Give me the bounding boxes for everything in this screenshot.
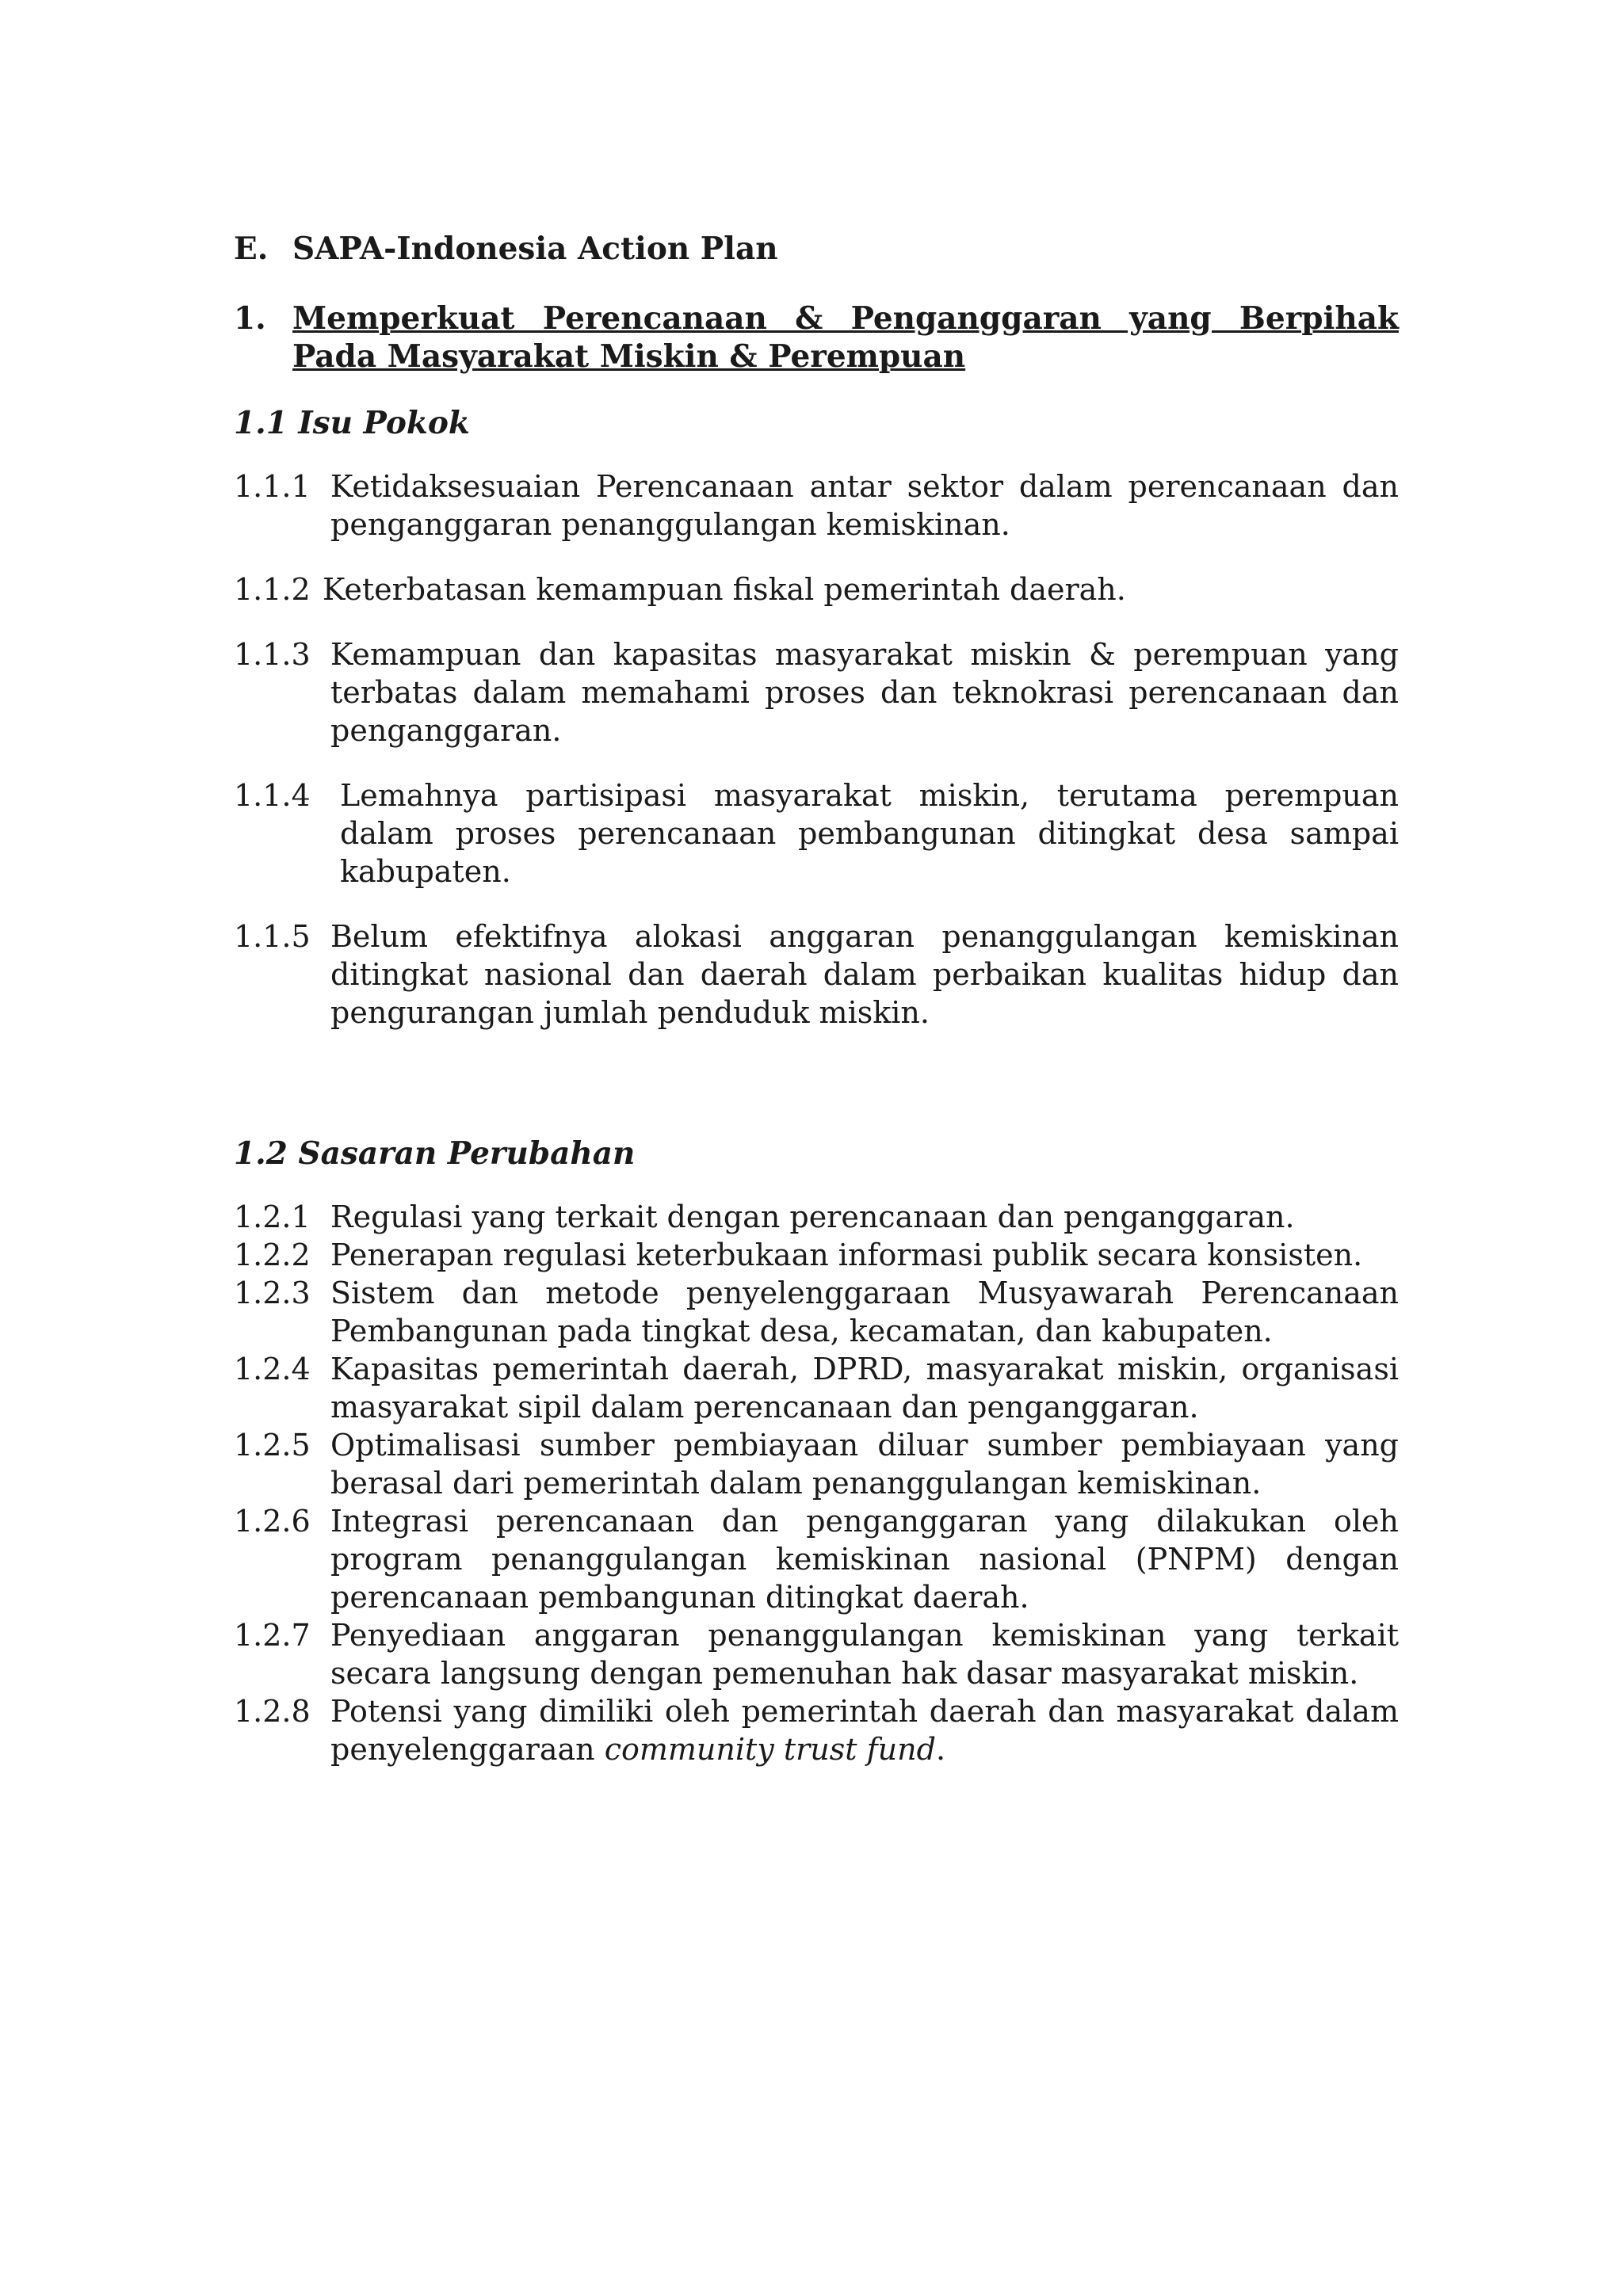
list-item bbox=[234, 1692, 1399, 1768]
item-text: Lemahnya partisipasi masyarakat miskin, terutama perempuan dalam proses perencanaan pembangunan ditingkat desa sampai kabupaten. bbox=[340, 778, 1399, 889]
item-number: 1.1.4 bbox=[234, 778, 311, 813]
item-text-before: Potensi yang dimiliki oleh pemerintah daerah dan masyarakat dalam penyelenggaraan bbox=[330, 1694, 1399, 1767]
item-text: Kemampuan dan kapasitas masyarakat miskin & perempuan yang terbatas dalam memahami proses dan teknokrasi perencanaan dan penganggaran. bbox=[330, 637, 1399, 748]
list-item bbox=[234, 776, 1399, 891]
item-text: Sistem dan metode penyelenggaraan Musyawarah Perencanaan Pembangunan pada tingkat desa, kecamatan, dan kabupaten. bbox=[330, 1276, 1399, 1348]
item-text: Penerapan regulasi keterbukaan informasi publik secara konsisten. bbox=[330, 1238, 1363, 1272]
list-item bbox=[234, 1236, 1399, 1274]
issues-list bbox=[234, 467, 1399, 1032]
main-heading bbox=[234, 299, 1399, 376]
item-text-italic: community trust fund bbox=[604, 1732, 936, 1767]
item-number: 1.1.2 bbox=[234, 572, 311, 607]
item-text bbox=[330, 1692, 1399, 1768]
item-number: 1.2.7 bbox=[234, 1618, 311, 1653]
item-number: 1.2.2 bbox=[234, 1238, 311, 1272]
item-number: 1.2.3 bbox=[234, 1276, 311, 1310]
section-label: E. bbox=[234, 231, 269, 267]
item-number: 1.2.4 bbox=[234, 1352, 311, 1386]
list-item bbox=[234, 917, 1399, 1032]
item-number: 1.2.6 bbox=[234, 1504, 311, 1539]
list-item bbox=[234, 1198, 1399, 1236]
section-heading bbox=[234, 230, 1399, 268]
item-text: Integrasi perencanaan dan penganggaran yang dilakukan oleh program penanggulangan kemiskinan nasional (PNPM) dengan perencanaan pembangunan ditingkat daerah. bbox=[330, 1504, 1399, 1615]
item-number: 1.2.5 bbox=[234, 1428, 311, 1463]
section-title: SAPA-Indonesia Action Plan bbox=[292, 231, 778, 267]
item-text: Regulasi yang terkait dengan perencanaan dan penganggaran. bbox=[330, 1199, 1295, 1234]
list-item bbox=[234, 1274, 1399, 1350]
item-text: Kapasitas pemerintah daerah, DPRD, masyarakat miskin, organisasi masyarakat sipil dalam perencanaan dan penganggaran. bbox=[330, 1352, 1399, 1425]
item-number: 1.2.1 bbox=[234, 1199, 311, 1234]
item-number: 1.1.3 bbox=[234, 637, 311, 672]
item-text: Penyediaan anggaran penanggulangan kemiskinan yang terkait secara langsung dengan pemenuhan hak dasar masyarakat miskin. bbox=[330, 1618, 1399, 1691]
item-number: 1.2.8 bbox=[234, 1694, 311, 1729]
list-item bbox=[234, 570, 1399, 608]
list-item bbox=[234, 467, 1399, 543]
list-item bbox=[234, 1616, 1399, 1692]
document-page bbox=[234, 230, 1399, 1768]
targets-list bbox=[234, 1198, 1399, 1768]
list-item bbox=[234, 1502, 1399, 1616]
spacer bbox=[234, 1058, 1399, 1135]
subheading-sasaran-perubahan: 1.2 Sasaran Perubahan bbox=[234, 1135, 636, 1172]
main-heading-number: 1. bbox=[234, 300, 266, 337]
main-heading-title: Memperkuat Perencanaan & Penganggaran yang Berpihak Pada Masyarakat Miskin & Perempuan bbox=[292, 300, 1399, 375]
item-text: Keterbatasan kemampuan fiskal pemerintah daerah. bbox=[323, 572, 1126, 607]
subheading-isu-pokok: 1.1 Isu Pokok bbox=[234, 405, 470, 441]
item-text-after: . bbox=[935, 1732, 946, 1767]
item-text: Ketidaksesuaian Perencanaan antar sektor dalam perencanaan dan penganggaran penanggulangan kemiskinan. bbox=[330, 469, 1399, 542]
list-item bbox=[234, 1350, 1399, 1426]
item-text: Optimalisasi sumber pembiayaan diluar sumber pembiayaan yang berasal dari pemerintah dalam penanggulangan kemiskinan. bbox=[330, 1428, 1399, 1501]
item-number: 1.1.5 bbox=[234, 919, 311, 954]
item-text: Belum efektifnya alokasi anggaran penanggulangan kemiskinan ditingkat nasional dan daerah dalam perbaikan kualitas hidup dan pengurangan jumlah penduduk miskin. bbox=[330, 919, 1399, 1030]
list-item bbox=[234, 1426, 1399, 1502]
list-item bbox=[234, 635, 1399, 749]
item-number: 1.1.1 bbox=[234, 469, 311, 504]
